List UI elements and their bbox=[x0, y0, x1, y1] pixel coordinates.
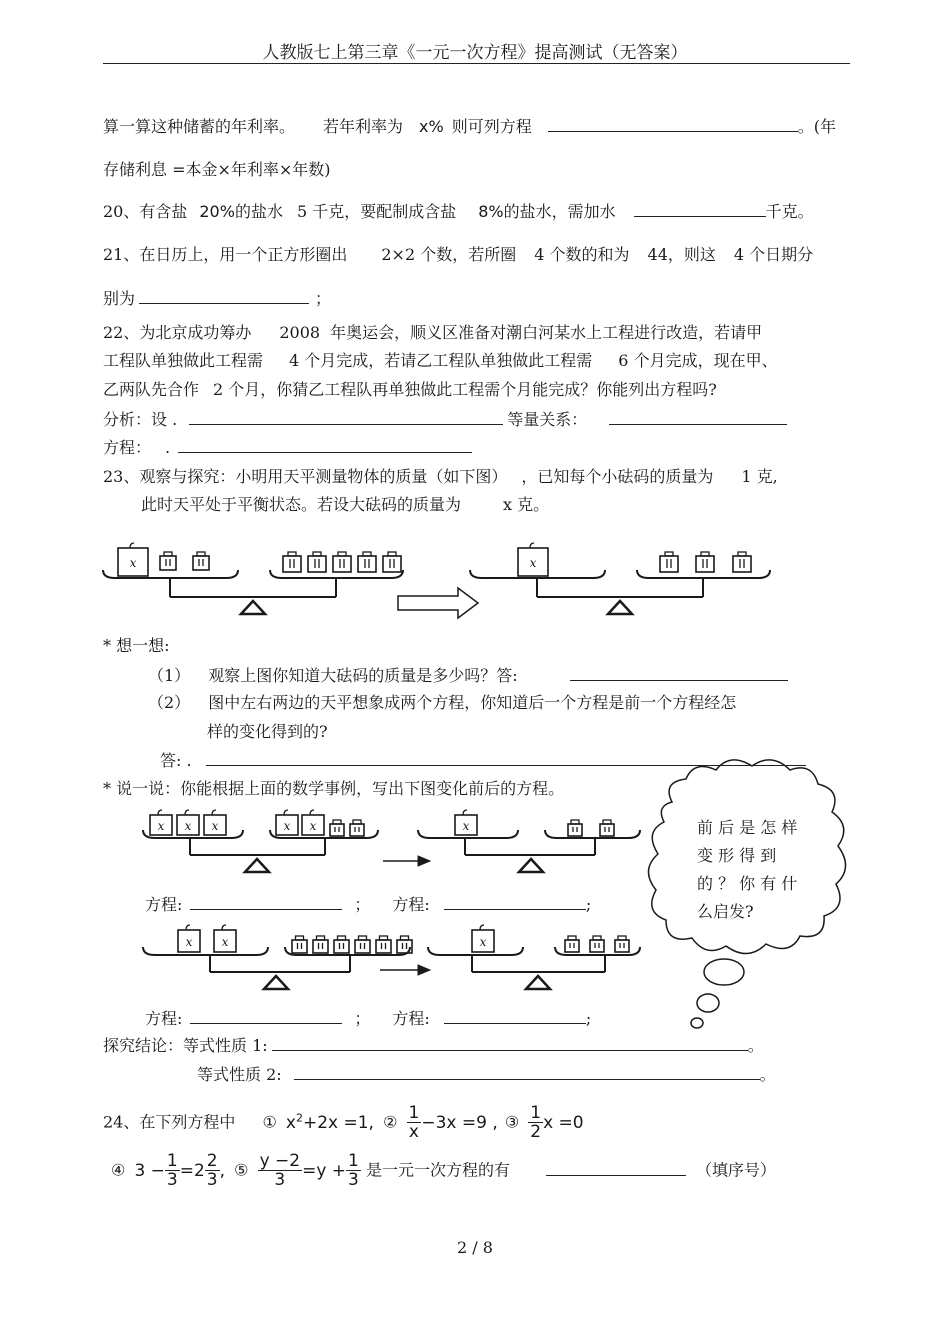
q21-text-a: 21、在日历上，用一个正方形圈出 bbox=[103, 245, 348, 264]
balance-pan bbox=[545, 830, 640, 838]
q22-equation-label: 方程： bbox=[103, 438, 152, 457]
equation-4: 3 − $\frac{1}{3}$ =2 $\frac{2}{3}$ , bbox=[134, 1151, 226, 1190]
q1-number: （1） bbox=[148, 666, 191, 685]
small-weight-handle bbox=[317, 936, 325, 940]
weight-x-label: x bbox=[129, 556, 137, 570]
q23-text-1c: 1 克, bbox=[741, 467, 778, 486]
q2-text-a: 图中左右两边的天平想象成两个方程，你知道后一个方程是前一个方程经怎 bbox=[208, 693, 737, 712]
q23-text-1b: ，已知每个小砝码的质量为 bbox=[521, 467, 714, 486]
page-number: 2 / 8 bbox=[457, 1238, 493, 1257]
small-weight bbox=[376, 940, 391, 953]
option-5-marker: ⑤ bbox=[234, 1160, 249, 1180]
q19-text-d: 则可列方程 bbox=[451, 117, 532, 136]
thought-cloud-text bbox=[697, 814, 797, 926]
weight-x-label: x bbox=[211, 819, 219, 833]
equation-1: $x^2+2x =1$, bbox=[285, 1110, 374, 1133]
q22-text-3a: 乙两队先合作 bbox=[103, 380, 200, 399]
balance-pan bbox=[555, 947, 640, 955]
q24-tail-text: 是一元一次方程的有 bbox=[365, 1160, 510, 1180]
semicolon-4: ; bbox=[585, 1009, 592, 1028]
small-weight bbox=[308, 556, 326, 572]
q22-analysis-label: 分析：设 . bbox=[103, 410, 178, 429]
q21-text-d: 44，则这 bbox=[647, 245, 716, 264]
say-heading: * 说一说：你能根据上面的数学事例，写出下图变化前后的方程。 bbox=[103, 779, 565, 798]
q2-answer-blank[interactable] bbox=[206, 750, 806, 766]
small-weight-handle bbox=[593, 936, 601, 940]
weight-x-label: x bbox=[283, 819, 291, 833]
q21-text-g: ； bbox=[315, 289, 332, 308]
equation-blank-3[interactable] bbox=[190, 1008, 342, 1024]
q19-line2: 存储利息 =本金×年利率×年数) bbox=[103, 160, 331, 179]
q24-line2 bbox=[111, 1152, 776, 1189]
q20-text-f: 的盐水，需加水 bbox=[503, 202, 616, 221]
small-weight bbox=[383, 556, 401, 572]
q20-pct1: 20% bbox=[199, 202, 235, 221]
small-weight bbox=[568, 824, 582, 836]
small-weight-handle bbox=[738, 552, 746, 556]
equation-row-2 bbox=[145, 1008, 591, 1029]
q24-line1 bbox=[103, 1104, 584, 1141]
cloud-line-3: 的 ？ 你 有 什 bbox=[697, 874, 798, 893]
small-weight bbox=[292, 940, 307, 953]
equation-label-4: 方程: bbox=[392, 1009, 430, 1028]
q20-text-g: 千克。 bbox=[765, 202, 814, 221]
transform-arrow bbox=[398, 588, 478, 618]
q22-text-2a: 工程队单独做此工程需 bbox=[103, 351, 264, 370]
small-weight bbox=[350, 824, 364, 836]
think-heading: * 想一想: bbox=[103, 636, 170, 655]
weight-x-label: x bbox=[157, 819, 165, 833]
weight-x-label: x bbox=[221, 935, 229, 949]
q20-pct2: 8% bbox=[478, 202, 504, 221]
property-1-label: 等式性质 1: bbox=[183, 1036, 268, 1055]
small-weight bbox=[733, 556, 751, 572]
small-weight bbox=[333, 556, 351, 572]
small-weight-handle bbox=[401, 936, 409, 940]
page-header-title: 人教版七上第三章《一元一次方程》提高测试（无答案） bbox=[262, 43, 688, 63]
balance-pan bbox=[428, 947, 523, 955]
small-weight bbox=[193, 556, 209, 570]
arrow-head bbox=[418, 856, 430, 866]
small-weight-handle bbox=[568, 936, 576, 940]
cloud-line-1: 前 后 是 怎 样 bbox=[697, 818, 798, 837]
q21-text-e: 4 个日期分 bbox=[733, 245, 814, 264]
q22-dot: . bbox=[165, 438, 171, 457]
period-1: 。 bbox=[747, 1036, 764, 1055]
q2-answer-line bbox=[160, 750, 806, 771]
small-weight bbox=[358, 556, 376, 572]
period-2: 。 bbox=[759, 1065, 776, 1084]
small-weight bbox=[334, 940, 349, 953]
property-2-blank[interactable] bbox=[294, 1064, 760, 1080]
semicolon-1: ； bbox=[354, 895, 371, 914]
small-weight-handle bbox=[333, 820, 341, 824]
weight-x-label: x bbox=[462, 819, 470, 833]
q22-text-2b: 4 个月完成，若请乙工程队单独做此工程需 bbox=[289, 351, 593, 370]
q19-text-a: 算一算这种储蓄的年利率。 bbox=[103, 117, 296, 136]
small-weight-handle bbox=[353, 820, 361, 824]
small-weight-handle bbox=[288, 552, 296, 556]
q24-fill-note: （填序号） bbox=[695, 1160, 776, 1180]
equation-5: $\frac{y -2}{3}$ =y + $\frac{1}{3}$ bbox=[259, 1151, 359, 1190]
small-weight-handle bbox=[571, 820, 579, 824]
q21-text-b: 2×2 个数，若所圈 bbox=[381, 245, 517, 264]
small-weight bbox=[600, 824, 614, 836]
q22-text-1c: 年奥运会，顺义区准备对潮白河某水上工程进行改造，若请甲 bbox=[330, 323, 763, 342]
small-weight-handle bbox=[338, 936, 346, 940]
semicolon-2: ; bbox=[585, 895, 592, 914]
small-weight bbox=[330, 824, 344, 836]
small-weight bbox=[696, 556, 714, 572]
small-weight bbox=[660, 556, 678, 572]
small-weight-handle bbox=[197, 552, 205, 556]
question-2 bbox=[148, 693, 736, 713]
option-2-marker: ② bbox=[383, 1112, 398, 1132]
equation-blank-4[interactable] bbox=[444, 1008, 586, 1024]
weight-x-label: x bbox=[529, 556, 537, 570]
thought-bubble bbox=[704, 959, 744, 985]
q24-answer-blank[interactable] bbox=[546, 1160, 686, 1176]
weight-x-label: x bbox=[184, 819, 192, 833]
cloud-line-4: 么启发? bbox=[697, 902, 754, 921]
q20-text-c: 的盐水 bbox=[234, 202, 283, 221]
q22-equal-relation-label: 等量关系： bbox=[507, 410, 588, 429]
weight-x-label: x bbox=[309, 819, 317, 833]
semicolon-3: ； bbox=[354, 1009, 371, 1028]
q22-text-1a: 22、为北京成功筹办 bbox=[103, 323, 252, 342]
question-1 bbox=[148, 665, 788, 686]
q2-text-b: 样的变化得到的? bbox=[207, 722, 328, 741]
q1-answer-blank[interactable] bbox=[570, 665, 788, 681]
small-weight-handle bbox=[296, 936, 304, 940]
small-weight-handle bbox=[618, 936, 626, 940]
equation-3: $\frac{1}{2}$ x =0 bbox=[530, 1103, 584, 1142]
equation-label-2: 方程: bbox=[392, 895, 430, 914]
small-weight-handle bbox=[363, 552, 371, 556]
conclusion-label: 探究结论： bbox=[103, 1036, 184, 1055]
small-weight-handle bbox=[665, 552, 673, 556]
small-weight-handle bbox=[388, 552, 396, 556]
balance-fulcrum bbox=[245, 859, 269, 872]
small-weight bbox=[160, 556, 176, 570]
balance-fulcrum bbox=[264, 976, 288, 989]
option-3-marker: ③ bbox=[504, 1112, 520, 1132]
conclusion-line-1 bbox=[103, 1035, 764, 1056]
q22-text-2c: 6 个月完成，现在甲、 bbox=[618, 351, 778, 370]
equation-blank-1[interactable] bbox=[190, 894, 342, 910]
balance-fulcrum bbox=[526, 976, 550, 989]
q24-intro: 24、在下列方程中 bbox=[103, 1112, 236, 1132]
small-weight bbox=[615, 940, 629, 952]
arrow-head bbox=[418, 965, 430, 975]
option-4-marker: ④ bbox=[111, 1160, 126, 1180]
balance-fulcrum bbox=[608, 601, 632, 614]
small-weight-handle bbox=[701, 552, 709, 556]
equation-2: $\frac{1}{x}$ −3x =9 , bbox=[408, 1103, 498, 1142]
small-weight-handle bbox=[380, 936, 388, 940]
equation-row-1 bbox=[145, 894, 591, 915]
weight-x-label: x bbox=[479, 935, 487, 949]
cloud-line-2: 变 形 得 到 bbox=[697, 846, 777, 865]
option-1-marker: ① bbox=[262, 1112, 277, 1132]
small-weight bbox=[565, 940, 579, 952]
q23-text-1a: 23、观察与探究：小明用天平测量物体的质量（如下图） bbox=[103, 467, 508, 486]
equation-label-3: 方程: bbox=[145, 1009, 183, 1028]
conclusion-line-2 bbox=[197, 1064, 776, 1085]
q22-text-1b: 2008 bbox=[279, 323, 321, 342]
small-weight-handle bbox=[313, 552, 321, 556]
small-weight bbox=[590, 940, 604, 952]
small-weight bbox=[355, 940, 370, 953]
balance-fulcrum bbox=[241, 601, 265, 614]
equation-label-1: 方程: bbox=[145, 895, 183, 914]
q20-text-a: 20、有含盐 bbox=[103, 202, 188, 221]
q19-text-b: 若年利率为 bbox=[323, 117, 404, 136]
q23-text-2b: x 克。 bbox=[503, 495, 550, 514]
q19-rate: x% bbox=[419, 117, 444, 136]
q1-text: 观察上图你知道大砝码的质量是多少吗？答: bbox=[208, 666, 518, 685]
q21-text-f: 别为 bbox=[103, 289, 136, 308]
q22-text-3b: 2 个月，你猜乙工程队再单独做此工程需个月能完成？你能列出方程吗? bbox=[213, 380, 717, 399]
q2-number: （2） bbox=[148, 693, 191, 712]
small-weight-handle bbox=[338, 552, 346, 556]
q2-answer-label: 答: . bbox=[160, 751, 192, 770]
property-2-label: 等式性质 2: bbox=[197, 1065, 282, 1084]
balance-pan bbox=[143, 947, 268, 955]
property-1-blank[interactable] bbox=[272, 1035, 748, 1051]
small-weight bbox=[283, 556, 301, 572]
balance-fulcrum bbox=[519, 859, 543, 872]
q20-text-d: 5 千克，要配制成含盐 bbox=[296, 202, 457, 221]
small-weight bbox=[313, 940, 328, 953]
q19-text-e: 。(年 bbox=[797, 117, 836, 136]
small-weight-handle bbox=[603, 820, 611, 824]
weight-x-label: x bbox=[185, 935, 193, 949]
equation-blank-2[interactable] bbox=[444, 894, 586, 910]
q23-text-2a: 此时天平处于平衡状态。若设大砝码的质量为 bbox=[141, 495, 462, 514]
small-weight-handle bbox=[359, 936, 367, 940]
q21-text-c: 4 个数的和为 bbox=[534, 245, 630, 264]
thought-bubble bbox=[697, 994, 719, 1012]
small-weight-handle bbox=[164, 552, 172, 556]
thought-bubble bbox=[691, 1018, 703, 1028]
